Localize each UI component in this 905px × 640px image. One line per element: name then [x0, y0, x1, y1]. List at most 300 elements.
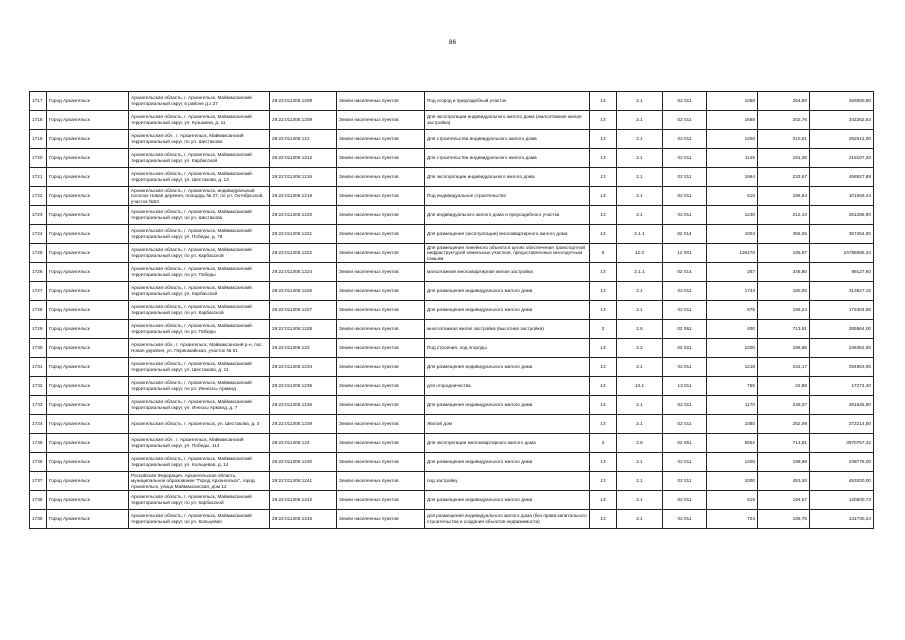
permitted-use-cell: Под огород и приусадебный участок	[425, 92, 590, 111]
permitted-use-cell: Для размещения индивидуального жилого дома	[425, 396, 590, 415]
cadastral-value-cell: 453200,00	[810, 472, 874, 491]
land-category-cell: Земли населенных пунктов	[337, 491, 425, 510]
classifier-code-cell: 02 014	[663, 225, 707, 244]
table-row	[30, 396, 874, 415]
subgroup-code-cell: 2.1	[617, 453, 663, 472]
specific-value-cell: 196,84	[758, 187, 810, 206]
table-row	[30, 320, 874, 339]
classifier-code-cell: 02 011	[663, 301, 707, 320]
group-code-cell: 13	[590, 92, 617, 111]
permitted-use-cell: Для размещения индивидуального жилого дома	[425, 491, 590, 510]
cadastral-number-cell: 29:22:011306:1236	[270, 396, 337, 415]
row-number-cell: 1722	[30, 187, 47, 206]
row-number-cell: 1723	[30, 206, 47, 225]
permitted-use-cell: малоэтажная многоквартирная жилая застройка	[425, 263, 590, 282]
cadastral-value-cell: 3970767,42	[810, 434, 874, 453]
cadastral-value-cell: 17274,40	[810, 377, 874, 396]
land-category-cell: Земли населенных пунктов	[337, 244, 425, 263]
table-row	[30, 225, 874, 244]
land-category-cell: Земли населенных пунктов	[337, 111, 425, 130]
cadastral-number-cell: 29:22:011306:1241	[270, 472, 337, 491]
permitted-use-cell: Для размещения (эксплуатации) многоквартирного жилого дома	[425, 225, 590, 244]
municipality-cell: Город Архангельск	[47, 187, 129, 206]
address-cell: Архангельская область, г. Архангельск, Маймаксанский территориальный округ, ул. Кузьмина, д. 11	[129, 111, 270, 130]
permitted-use-cell: Для размещения линейного объекта в целях обеспечения транспортной инфраструктурой земельных участков, предоставленных многодетным семьям	[425, 244, 590, 263]
row-number-cell: 1737	[30, 472, 47, 491]
group-code-cell: 13	[590, 396, 617, 415]
area-cell: 257	[707, 263, 758, 282]
classifier-code-cell: 02 011	[663, 453, 707, 472]
subgroup-code-cell: 2.1	[617, 111, 663, 130]
area-cell: 5562	[707, 434, 758, 453]
table-row	[30, 149, 874, 168]
group-code-cell: 2	[590, 434, 617, 453]
row-number-cell: 1718	[30, 111, 47, 130]
specific-value-cell: 713,91	[758, 320, 810, 339]
area-cell: 1743	[707, 282, 758, 301]
group-code-cell: 6	[590, 244, 617, 263]
cadastral-value-cell: 172404,95	[810, 301, 874, 320]
cadastral-number-cell: 29:22:011306:1216	[270, 168, 337, 187]
municipality-cell: Город Архангельск	[47, 168, 129, 187]
permitted-use-cell: для размещения индивидуального жилого дома (без права капитального строительства и создания объектов недвижимости)	[425, 510, 590, 529]
address-cell: Архангельская область, г. Архангельск, Маймаксанский территориальный округ, по ул. Победы	[129, 263, 270, 282]
address-cell: Архангельская область, г. Архангельск, Маймаксанский территориальный округ, по ул. Шестакова	[129, 206, 270, 225]
address-cell: Архангельская область, г. Архангельск, Маймаксанский территориальный округ, по ул. Карбасской	[129, 301, 270, 320]
specific-value-cell: 194,67	[758, 491, 810, 510]
address-cell: Архангельская область, г. Архангельск, Маймаксанский территориальный округ, ул. Инессы Арманд, д. 7	[129, 396, 270, 415]
subgroup-code-cell: 2.1	[617, 206, 663, 225]
classifier-code-cell: 02 011	[663, 491, 707, 510]
cadastral-number-cell: 29:22:011306:1221	[270, 225, 337, 244]
classifier-code-cell: 02 011	[663, 358, 707, 377]
municipality-cell: Город Архангельск	[47, 244, 129, 263]
table-row	[30, 168, 874, 187]
cadastral-value-cell: 272214,00	[810, 415, 874, 434]
area-cell: 619	[707, 491, 758, 510]
address-cell: Архангельская область, г. Архангельск, Маймаксанский территориальный округ, по ул. Карбасской	[129, 244, 270, 263]
permitted-use-cell: Для размещения индивидуального жилого дома	[425, 453, 590, 472]
subgroup-code-cell: 2.1	[617, 396, 663, 415]
permitted-use-cell: Для эксплуатации индивидуального жилого дома	[425, 168, 590, 187]
area-cell: 876	[707, 301, 758, 320]
municipality-cell: Город Архангельск	[47, 415, 129, 434]
municipality-cell: Город Архангельск	[47, 434, 129, 453]
specific-value-cell: 180,05	[758, 282, 810, 301]
municipality-cell: Город Архангельск	[47, 472, 129, 491]
specific-value-cell: 198,98	[758, 453, 810, 472]
group-code-cell: 2	[590, 320, 617, 339]
land-category-cell: Земли населенных пунктов	[337, 168, 425, 187]
cadastral-number-cell: 29:22:011306:1212	[270, 149, 337, 168]
land-category-cell: Земли населенных пунктов	[337, 472, 425, 491]
address-cell: Архангельская область, г. Архангельск, Маймаксанский территориальный округ, ул. Шестакова, д. 11	[129, 358, 270, 377]
specific-value-cell: 366,06	[758, 225, 810, 244]
land-category-cell: Земли населенных пунктов	[337, 130, 425, 149]
area-cell: 1145	[707, 149, 758, 168]
table-row	[30, 92, 874, 111]
municipality-cell: Город Архангельск	[47, 396, 129, 415]
classifier-code-cell: 12 001	[663, 244, 707, 263]
municipality-cell: Город Архангельск	[47, 339, 129, 358]
land-category-cell: Земли населенных пунктов	[337, 415, 425, 434]
municipality-cell: Город Архангельск	[47, 282, 129, 301]
classifier-code-cell: 13 011	[663, 377, 707, 396]
table-row	[30, 510, 874, 529]
group-code-cell: 13	[590, 187, 617, 206]
area-cell: 1200	[707, 130, 758, 149]
municipality-cell: Город Архангельск	[47, 491, 129, 510]
table-row	[30, 415, 874, 434]
table-row	[30, 434, 874, 453]
land-category-cell: Земли населенных пунктов	[337, 358, 425, 377]
subgroup-code-cell: 2.1.1	[617, 225, 663, 244]
table-row	[30, 244, 874, 263]
row-number-cell: 1726	[30, 263, 47, 282]
area-cell: 724	[707, 510, 758, 529]
land-category-cell: Земли населенных пунктов	[337, 453, 425, 472]
permitted-use-cell: Для эксплуатации многоквартирного жилого дома	[425, 434, 590, 453]
cadastral-number-cell: 29:22:011306:1208	[270, 92, 337, 111]
subgroup-code-cell: 12.0	[617, 244, 663, 263]
address-cell: Архангельская область, г. Архангельск, Маймаксанский территориальный округ, ул. Карбасской	[129, 149, 270, 168]
classifier-code-cell: 02 011	[663, 187, 707, 206]
subgroup-code-cell: 2.1	[617, 301, 663, 320]
permitted-use-cell: под застройку	[425, 472, 590, 491]
permitted-use-cell: Под строения, под огороды	[425, 339, 590, 358]
classifier-code-cell: 02 011	[663, 396, 707, 415]
group-code-cell: 13	[590, 225, 617, 244]
subgroup-code-cell: 2.1	[617, 130, 663, 149]
cadastral-value-cell: 269550,80	[810, 92, 874, 111]
classifier-code-cell: 02 011	[663, 282, 707, 301]
municipality-cell: Город Архангельск	[47, 301, 129, 320]
address-cell: Архангельская область, г. Архангельск, Маймаксанский территориальный округ, по ул. Кольцевая	[129, 510, 270, 529]
specific-value-cell: 233,67	[758, 168, 810, 187]
row-number-cell: 1730	[30, 339, 47, 358]
row-number-cell: 1727	[30, 282, 47, 301]
address-cell: Архангельская область, г. Архангельск, Маймаксанский территориальный округ, ул. Шестакова, д. 13	[129, 168, 270, 187]
group-code-cell: 13	[590, 130, 617, 149]
land-category-cell: Земли населенных пунктов	[337, 282, 425, 301]
classifier-code-cell: 02 061	[663, 320, 707, 339]
classifier-code-cell: 02 011	[663, 149, 707, 168]
municipality-cell: Город Архангельск	[47, 453, 129, 472]
subgroup-code-cell: 2.1	[617, 168, 663, 187]
address-cell: Российская Федерация, Архангельская область, муниципальное образование "Город Архангельск", город Архангельск, улица Маймаксанская, дом 12	[129, 472, 270, 491]
group-code-cell: 13	[590, 377, 617, 396]
specific-value-cell: 212,43	[758, 206, 810, 225]
classifier-code-cell: 02 011	[663, 415, 707, 434]
specific-value-cell: 210,51	[758, 130, 810, 149]
classifier-code-cell: 02 011	[663, 206, 707, 225]
subgroup-code-cell: 13.1	[617, 377, 663, 396]
area-cell: 1964	[707, 168, 758, 187]
cadastral-number-cell: 29:22:011306:124	[270, 434, 337, 453]
municipality-cell: Город Архангельск	[47, 320, 129, 339]
subgroup-code-cell: 2.1	[617, 187, 663, 206]
area-cell: 1004	[707, 225, 758, 244]
land-category-cell: Земли населенных пунктов	[337, 301, 425, 320]
land-category-cell: Земли населенных пунктов	[337, 320, 425, 339]
address-cell: Архангельская область, г. Архангельск, индивидуальный поселок Новая деревня, площадь № 27, по ул. Октябрьской, участок №53	[129, 187, 270, 206]
row-number-cell: 1729	[30, 320, 47, 339]
permitted-use-cell: Для размещения индивидуального жилого дома	[425, 358, 590, 377]
cadastral-value-cell: 120500,73	[810, 491, 874, 510]
land-category-cell: Земли населенных пунктов	[337, 225, 425, 244]
municipality-cell: Город Архангельск	[47, 225, 129, 244]
cadastral-value-cell: 24785085,34	[810, 244, 874, 263]
area-cell: 1000	[707, 472, 758, 491]
cadastral-number-cell: 29:22:011306:1234	[270, 358, 337, 377]
specific-value-cell: 242,17	[758, 358, 810, 377]
permitted-use-cell: Для строительства индивидуального жилого дома	[425, 130, 590, 149]
land-category-cell: Земли населенных пунктов	[337, 339, 425, 358]
specific-value-cell: 202,76	[758, 111, 810, 130]
municipality-cell: Город Архангельск	[47, 377, 129, 396]
row-number-cell: 1721	[30, 168, 47, 187]
cadastral-number-cell: 29:22:011306:1222	[270, 244, 337, 263]
cadastral-value-cell: 367454,00	[810, 225, 874, 244]
row-number-cell: 1738	[30, 491, 47, 510]
area-cell: 755	[707, 377, 758, 396]
specific-value-cell: 195,76	[758, 510, 810, 529]
land-category-cell: Земли населенных пунктов	[337, 149, 425, 168]
municipality-cell: Город Архангельск	[47, 149, 129, 168]
cadastral-number-cell: 29:22:011306:1240	[270, 453, 337, 472]
cadastral-value-cell: 261288,90	[810, 206, 874, 225]
classifier-code-cell: 02 011	[663, 168, 707, 187]
cadastral-number-cell: 29:22:011306:1209	[270, 111, 337, 130]
row-number-cell: 1736	[30, 453, 47, 472]
table-row	[30, 339, 874, 358]
cadastral-value-cell: 236352,00	[810, 339, 874, 358]
subgroup-code-cell: 2.1.1	[617, 263, 663, 282]
group-code-cell: 13	[590, 263, 617, 282]
permitted-use-cell: многоэтажная жилая застройка (высотная застройка)	[425, 320, 590, 339]
table-row	[30, 206, 874, 225]
permitted-use-cell: Под индивидуальное строительство	[425, 187, 590, 206]
group-code-cell: 13	[590, 301, 617, 320]
area-cell: 1230	[707, 206, 758, 225]
municipality-cell: Город Архангельск	[47, 263, 129, 282]
row-number-cell: 1732	[30, 377, 47, 396]
classifier-code-cell: 02 011	[663, 111, 707, 130]
area-cell: 400	[707, 320, 758, 339]
subgroup-code-cell: 2.1	[617, 491, 663, 510]
group-code-cell: 13	[590, 358, 617, 377]
subgroup-code-cell: 2.1	[617, 415, 663, 434]
classifier-code-cell: 02 011	[663, 472, 707, 491]
specific-value-cell: 453,20	[758, 472, 810, 491]
group-code-cell: 13	[590, 206, 617, 225]
cadastral-value-cell: 285564,00	[810, 320, 874, 339]
municipality-cell: Город Архангельск	[47, 358, 129, 377]
area-cell: 1200	[707, 453, 758, 472]
row-number-cell: 1731	[30, 358, 47, 377]
table-body	[30, 92, 874, 529]
page-number: 86	[448, 39, 457, 46]
cadastral-number-cell: 29:22:011306:1239	[270, 415, 337, 434]
area-cell: 1058	[707, 92, 758, 111]
subgroup-code-cell: 2.1	[617, 510, 663, 529]
cadastral-value-cell: 238776,00	[810, 453, 874, 472]
municipality-cell: Город Архангельск	[47, 111, 129, 130]
cadastral-number-cell: 29:22:011306:1220	[270, 206, 337, 225]
address-cell: Архангельская обл., г. Архангельск, Маймаксанский территориальный округ, ул. Победы, 114	[129, 434, 270, 453]
row-number-cell: 1728	[30, 301, 47, 320]
cadastral-number-cell: 29:22:011306:1224	[270, 263, 337, 282]
municipality-cell: Город Архангельск	[47, 510, 129, 529]
table-row	[30, 111, 874, 130]
table-row	[30, 301, 874, 320]
subgroup-code-cell: 2.2	[617, 339, 663, 358]
cadastral-number-cell: 29:22:011306:1227	[270, 301, 337, 320]
table-row	[30, 130, 874, 149]
municipality-cell: Город Архангельск	[47, 206, 129, 225]
municipality-cell: Город Архангельск	[47, 92, 129, 111]
address-cell: Архангельская область, г. Архангельск, Маймаксанский территориальный округ, ул. Карбасской	[129, 282, 270, 301]
cadastral-number-cell: 29:22:011306:1235	[270, 377, 337, 396]
subgroup-code-cell: 2.1	[617, 282, 663, 301]
row-number-cell: 1735	[30, 434, 47, 453]
row-number-cell: 1739	[30, 510, 47, 529]
subgroup-code-cell: 2.6	[617, 320, 663, 339]
table-row	[30, 377, 874, 396]
group-code-cell: 13	[590, 510, 617, 529]
group-code-cell: 13	[590, 168, 617, 187]
area-cell: 126478	[707, 244, 758, 263]
land-category-cell: Земли населенных пунктов	[337, 510, 425, 529]
permitted-use-cell: Для индивидуального жилого дома и приусадебного участка	[425, 206, 590, 225]
cadastral-number-cell: 29:22:011306:121	[270, 130, 337, 149]
table-row	[30, 187, 874, 206]
cadastral-number-cell: 29:22:011306:1226	[270, 282, 337, 301]
land-category-cell: Земли населенных пунктов	[337, 396, 425, 415]
classifier-code-cell: 02 011	[663, 92, 707, 111]
land-category-cell: Земли населенных пунктов	[337, 377, 425, 396]
cadastral-value-cell: 342262,64	[810, 111, 874, 130]
cadastral-number-cell: 29:22:011306:1246	[270, 510, 337, 529]
cadastral-value-cell: 101569,44	[810, 187, 874, 206]
address-cell: Архангельская область, г. Архангельск, Маймаксанский территориальный округ, ул. Победы, д. 78	[129, 225, 270, 244]
subgroup-code-cell: 2.1	[617, 92, 663, 111]
area-cell: 1688	[707, 111, 758, 130]
cadastral-value-cell: 141730,24	[810, 510, 874, 529]
cadastral-value-cell: 252612,00	[810, 130, 874, 149]
specific-value-cell: 191,36	[758, 149, 810, 168]
classifier-code-cell: 02 011	[663, 130, 707, 149]
classifier-code-cell: 02 051	[663, 434, 707, 453]
cadastral-number-cell: 29:22:011306:1242	[270, 491, 337, 510]
cadastral-value-cell: 89127,60	[810, 263, 874, 282]
cadastral-number-cell: 29:22:011306:1219	[270, 187, 337, 206]
land-category-cell: Земли населенных пунктов	[337, 92, 425, 111]
classifier-code-cell: 02 021	[663, 339, 707, 358]
table-row	[30, 358, 874, 377]
permitted-use-cell: Для размещения индивидуального жилого дома	[425, 301, 590, 320]
cadastral-number-cell: 29:22:011306:1228	[270, 320, 337, 339]
cadastral-value-cell: 291645,90	[810, 396, 874, 415]
area-cell: 1200	[707, 339, 758, 358]
subgroup-code-cell: 2.1	[617, 472, 663, 491]
specific-value-cell: 196,24	[758, 301, 810, 320]
row-number-cell: 1724	[30, 225, 47, 244]
group-code-cell: 13	[590, 415, 617, 434]
subgroup-code-cell: 2.1	[617, 149, 663, 168]
table-row	[30, 263, 874, 282]
municipality-cell: Город Архангельск	[47, 130, 129, 149]
group-code-cell: 13	[590, 472, 617, 491]
specific-value-cell: 195,97	[758, 244, 810, 263]
address-cell: Архангельская область, г. Архангельск, Маймаксанский территориальный округ, по ул. Иннессы Арманд	[129, 377, 270, 396]
permitted-use-cell: для огородничества	[425, 377, 590, 396]
permitted-use-cell: Жилой дом	[425, 415, 590, 434]
land-category-cell: Земли населенных пунктов	[337, 187, 425, 206]
area-cell: 518	[707, 187, 758, 206]
address-cell: Архангельская область, г. Архангельск, Маймаксанский территориальный округ, по ул. Карбасской	[129, 491, 270, 510]
group-code-cell: 13	[590, 111, 617, 130]
permitted-use-cell: Для размещения индивидуального жилого дома	[425, 282, 590, 301]
area-cell: 1218	[707, 358, 758, 377]
table-row	[30, 491, 874, 510]
specific-value-cell: 196,96	[758, 339, 810, 358]
row-number-cell: 1719	[30, 130, 47, 149]
area-cell: 1080	[707, 415, 758, 434]
table-row	[30, 453, 874, 472]
classifier-code-cell: 02 011	[663, 510, 707, 529]
group-code-cell: 13	[590, 282, 617, 301]
classifier-code-cell: 02 014	[663, 263, 707, 282]
subgroup-code-cell: 2.5	[617, 434, 663, 453]
cadastral-value-cell: 219107,20	[810, 149, 874, 168]
address-cell: Архангельская область, г. Архангельск, ул. Шестакова, д. 3	[129, 415, 270, 434]
row-number-cell: 1733	[30, 396, 47, 415]
table-row	[30, 472, 874, 491]
land-category-cell: Земли населенных пунктов	[337, 263, 425, 282]
address-cell: Архангельская область, г. Архангельск, Маймаксанский территориальный округ, ул. Кольцевая, д. 14	[129, 453, 270, 472]
row-number-cell: 1734	[30, 415, 47, 434]
permitted-use-cell: Для эксплуатации индивидуального жилого дома (малоэтажная жилая застройка)	[425, 111, 590, 130]
cadastral-number-cell: 29:22:011306:123	[270, 339, 337, 358]
area-cell: 1170	[707, 396, 758, 415]
table-row	[30, 282, 874, 301]
row-number-cell: 1717	[30, 92, 47, 111]
address-cell: Архангельская область, г. Архангельск, Маймаксанский территориальный округ, в районе д.з 27	[129, 92, 270, 111]
land-category-cell: Земли населенных пунктов	[337, 434, 425, 453]
cadastral-value-cell: 294963,06	[810, 358, 874, 377]
specific-value-cell: 22,88	[758, 377, 810, 396]
cadastral-value-table	[29, 91, 874, 529]
group-code-cell: 13	[590, 339, 617, 358]
subgroup-code-cell: 2.1	[617, 358, 663, 377]
specific-value-cell: 252,09	[758, 415, 810, 434]
address-cell: Архангельская область, г. Архангельск, Маймаксанский территориальный округ, по ул. Победы	[129, 320, 270, 339]
cadastral-value-cell: 313827,15	[810, 282, 874, 301]
address-cell: Архангельская обл., г. Архангельск, Маймаксанский территориальный округ, по ул. Шестакова	[129, 130, 270, 149]
specific-value-cell: 249,27	[758, 396, 810, 415]
group-code-cell: 13	[590, 453, 617, 472]
cadastral-value-cell: 458927,88	[810, 168, 874, 187]
specific-value-cell: 713,91	[758, 434, 810, 453]
row-number-cell: 1720	[30, 149, 47, 168]
specific-value-cell: 346,80	[758, 263, 810, 282]
specific-value-cell: 254,80	[758, 92, 810, 111]
group-code-cell: 13	[590, 491, 617, 510]
address-cell: Архангельская обл., г. Архангельск, Маймаксанский р-н, пос. Новая деревня, ул. Первомайская, участок № 51	[129, 339, 270, 358]
land-category-cell: Земли населенных пунктов	[337, 206, 425, 225]
group-code-cell: 13	[590, 149, 617, 168]
